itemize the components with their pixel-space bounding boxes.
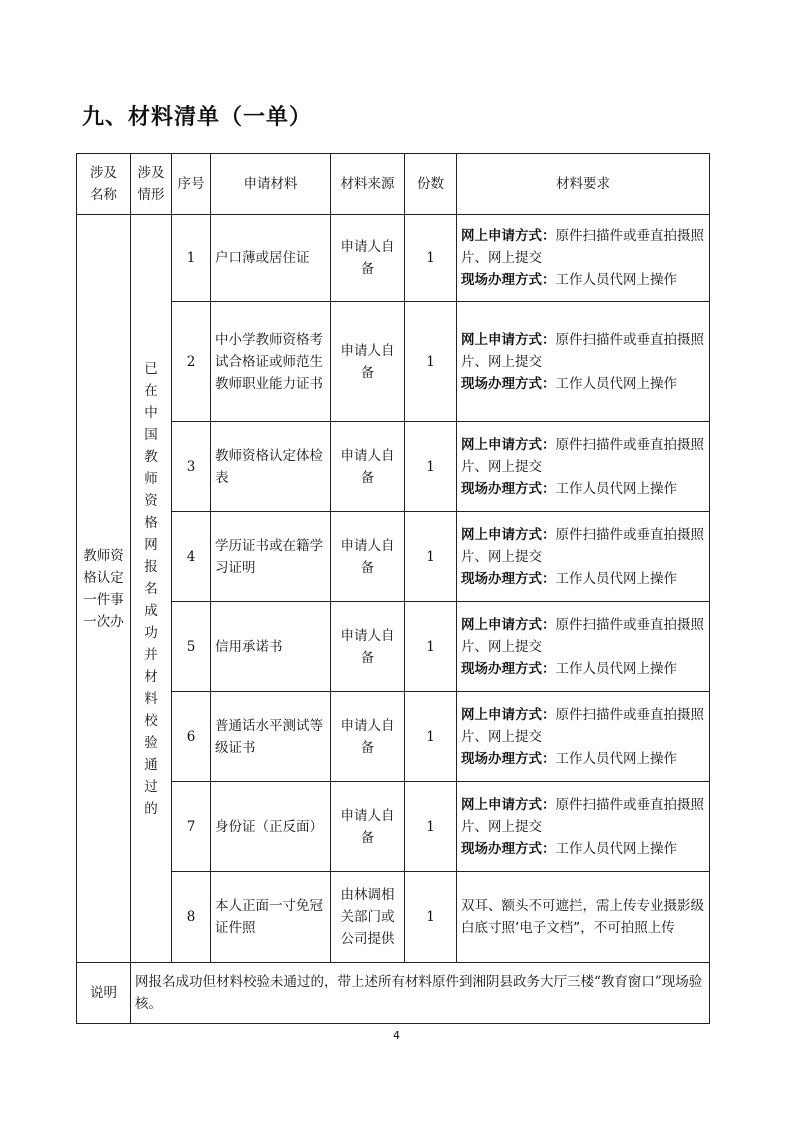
materials-table [76, 153, 710, 1024]
online-label: 网上申请方式： [461, 706, 556, 723]
onsite-label: 现场办理方式： [461, 660, 556, 677]
online-label: 网上申请方式： [461, 526, 556, 543]
online-label: 网上申请方式： [461, 796, 556, 813]
header-scenario: 涉及 情形 [131, 154, 172, 215]
requirement-cell [457, 782, 710, 872]
online-text: 原件扫描件或垂直拍摄照片、网上提交 [461, 796, 704, 835]
onsite-text: 工作人员代网上操作 [555, 840, 677, 857]
page-number: 4 [393, 1029, 400, 1042]
seq-cell: 5 [172, 602, 211, 692]
source-cell: 申请人自备 [331, 692, 405, 782]
online-text: 原件扫描件或垂直拍摄照片、网上提交 [461, 228, 704, 266]
material-cell: 教师资格认定体检表 [211, 422, 331, 512]
online-text: 原件扫描件或垂直拍摄照片、网上提交 [461, 706, 704, 745]
onsite-text: 工作人员代网上操作 [555, 660, 677, 677]
header-source: 材料来源 [331, 154, 405, 215]
seq-cell: 2 [172, 302, 211, 422]
copies-cell: 1 [405, 302, 457, 422]
requirement-cell [457, 512, 710, 602]
material-cell: 普通话水平测试等级证书 [211, 692, 331, 782]
online-label: 网上申请方式： [461, 436, 556, 453]
online-text: 原件扫描件或垂直拍摄照片、网上提交 [461, 526, 704, 565]
copies-cell: 1 [405, 215, 457, 302]
requirement-cell [457, 302, 710, 422]
online-label: 网上申请方式： [461, 331, 556, 348]
online-text: 原件扫描件或垂直拍摄照片、网上提交 [461, 436, 704, 475]
online-label: 网上申请方式： [461, 228, 556, 244]
onsite-text: 工作人员代网上操作 [555, 750, 677, 767]
requirement-cell [457, 602, 710, 692]
requirement-cell: 双耳、额头不可遮拦，需上传专业摄影级白底寸照’电子文档”，不可拍照上传 [457, 872, 710, 963]
onsite-label: 现场办理方式： [461, 375, 556, 392]
note-text: 网报名成功但材料校验未通过的，带上述所有材料原件到湘阴县政务大厅三楼“教育窗口”现场验核。 [131, 963, 710, 1024]
onsite-label: 现场办理方式： [461, 570, 556, 587]
online-label: 网上申请方式： [461, 616, 556, 633]
table-row [77, 782, 710, 872]
requirement-cell [457, 215, 710, 302]
copies-cell: 1 [405, 422, 457, 512]
seq-cell: 8 [172, 872, 211, 963]
online-text: 原件扫描件或垂直拍摄照片、网上提交 [461, 616, 704, 655]
onsite-text: 工作人员代网上操作 [555, 480, 677, 497]
material-cell: 信用承诺书 [211, 602, 331, 692]
seq-cell: 6 [172, 692, 211, 782]
material-cell: 身份证（正反面） [211, 782, 331, 872]
onsite-label: 现场办理方式： [461, 272, 556, 288]
online-text: 原件扫描件或垂直拍摄照片、网上提交 [461, 331, 704, 370]
material-cell: 中小学教师资格考试合格证或师范生教师职业能力证书 [211, 302, 331, 422]
material-cell: 户口薄或居住证 [211, 215, 331, 302]
seq-cell: 3 [172, 422, 211, 512]
onsite-text: 工作人员代网上操作 [555, 272, 677, 288]
material-cell: 学历证书或在籍学习证明 [211, 512, 331, 602]
header-requirement: 材料要求 [457, 154, 710, 215]
scenario-cell: 已在 中国 教师 资格 网报 名成 功并 材料 校验 通过 的 [131, 215, 172, 963]
requirement-cell [457, 422, 710, 512]
onsite-text: 工作人员代网上操作 [555, 375, 677, 392]
copies-cell: 1 [405, 872, 457, 963]
source-cell: 由林调相关部门或公司提供 [331, 872, 405, 963]
seq-cell: 7 [172, 782, 211, 872]
header-item-name: 涉及 名称 [77, 154, 131, 215]
copies-cell: 1 [405, 602, 457, 692]
onsite-label: 现场办理方式： [461, 480, 556, 497]
table-row [77, 692, 710, 782]
onsite-label: 现场办理方式： [461, 840, 556, 857]
copies-cell: 1 [405, 692, 457, 782]
source-cell: 申请人自备 [331, 512, 405, 602]
item-name-cell: 教师资 格认定 一件事 一次办 [77, 215, 131, 963]
source-cell: 申请人自备 [331, 782, 405, 872]
source-cell: 申请人自备 [331, 302, 405, 422]
note-row [77, 963, 710, 1024]
source-cell: 申请人自备 [331, 215, 405, 302]
seq-cell: 4 [172, 512, 211, 602]
page-title: 九、材料清单（一单） [82, 105, 313, 130]
table-row [77, 512, 710, 602]
note-label: 说明 [77, 963, 131, 1024]
copies-cell: 1 [405, 782, 457, 872]
table-row [77, 422, 710, 512]
requirement-cell [457, 692, 710, 782]
table-row [77, 215, 710, 302]
onsite-label: 现场办理方式： [461, 750, 556, 767]
table-row [77, 872, 710, 963]
header-seq: 序号 [172, 154, 211, 215]
copies-cell: 1 [405, 512, 457, 602]
table-row [77, 602, 710, 692]
table-row [77, 302, 710, 422]
header-row [77, 154, 710, 215]
onsite-text: 工作人员代网上操作 [555, 570, 677, 587]
source-cell: 申请人自备 [331, 422, 405, 512]
header-material: 申请材料 [211, 154, 331, 215]
source-cell: 申请人自备 [331, 602, 405, 692]
material-cell: 本人正面一寸免冠证件照 [211, 872, 331, 963]
seq-cell: 1 [172, 215, 211, 302]
header-copies: 份数 [405, 154, 457, 215]
